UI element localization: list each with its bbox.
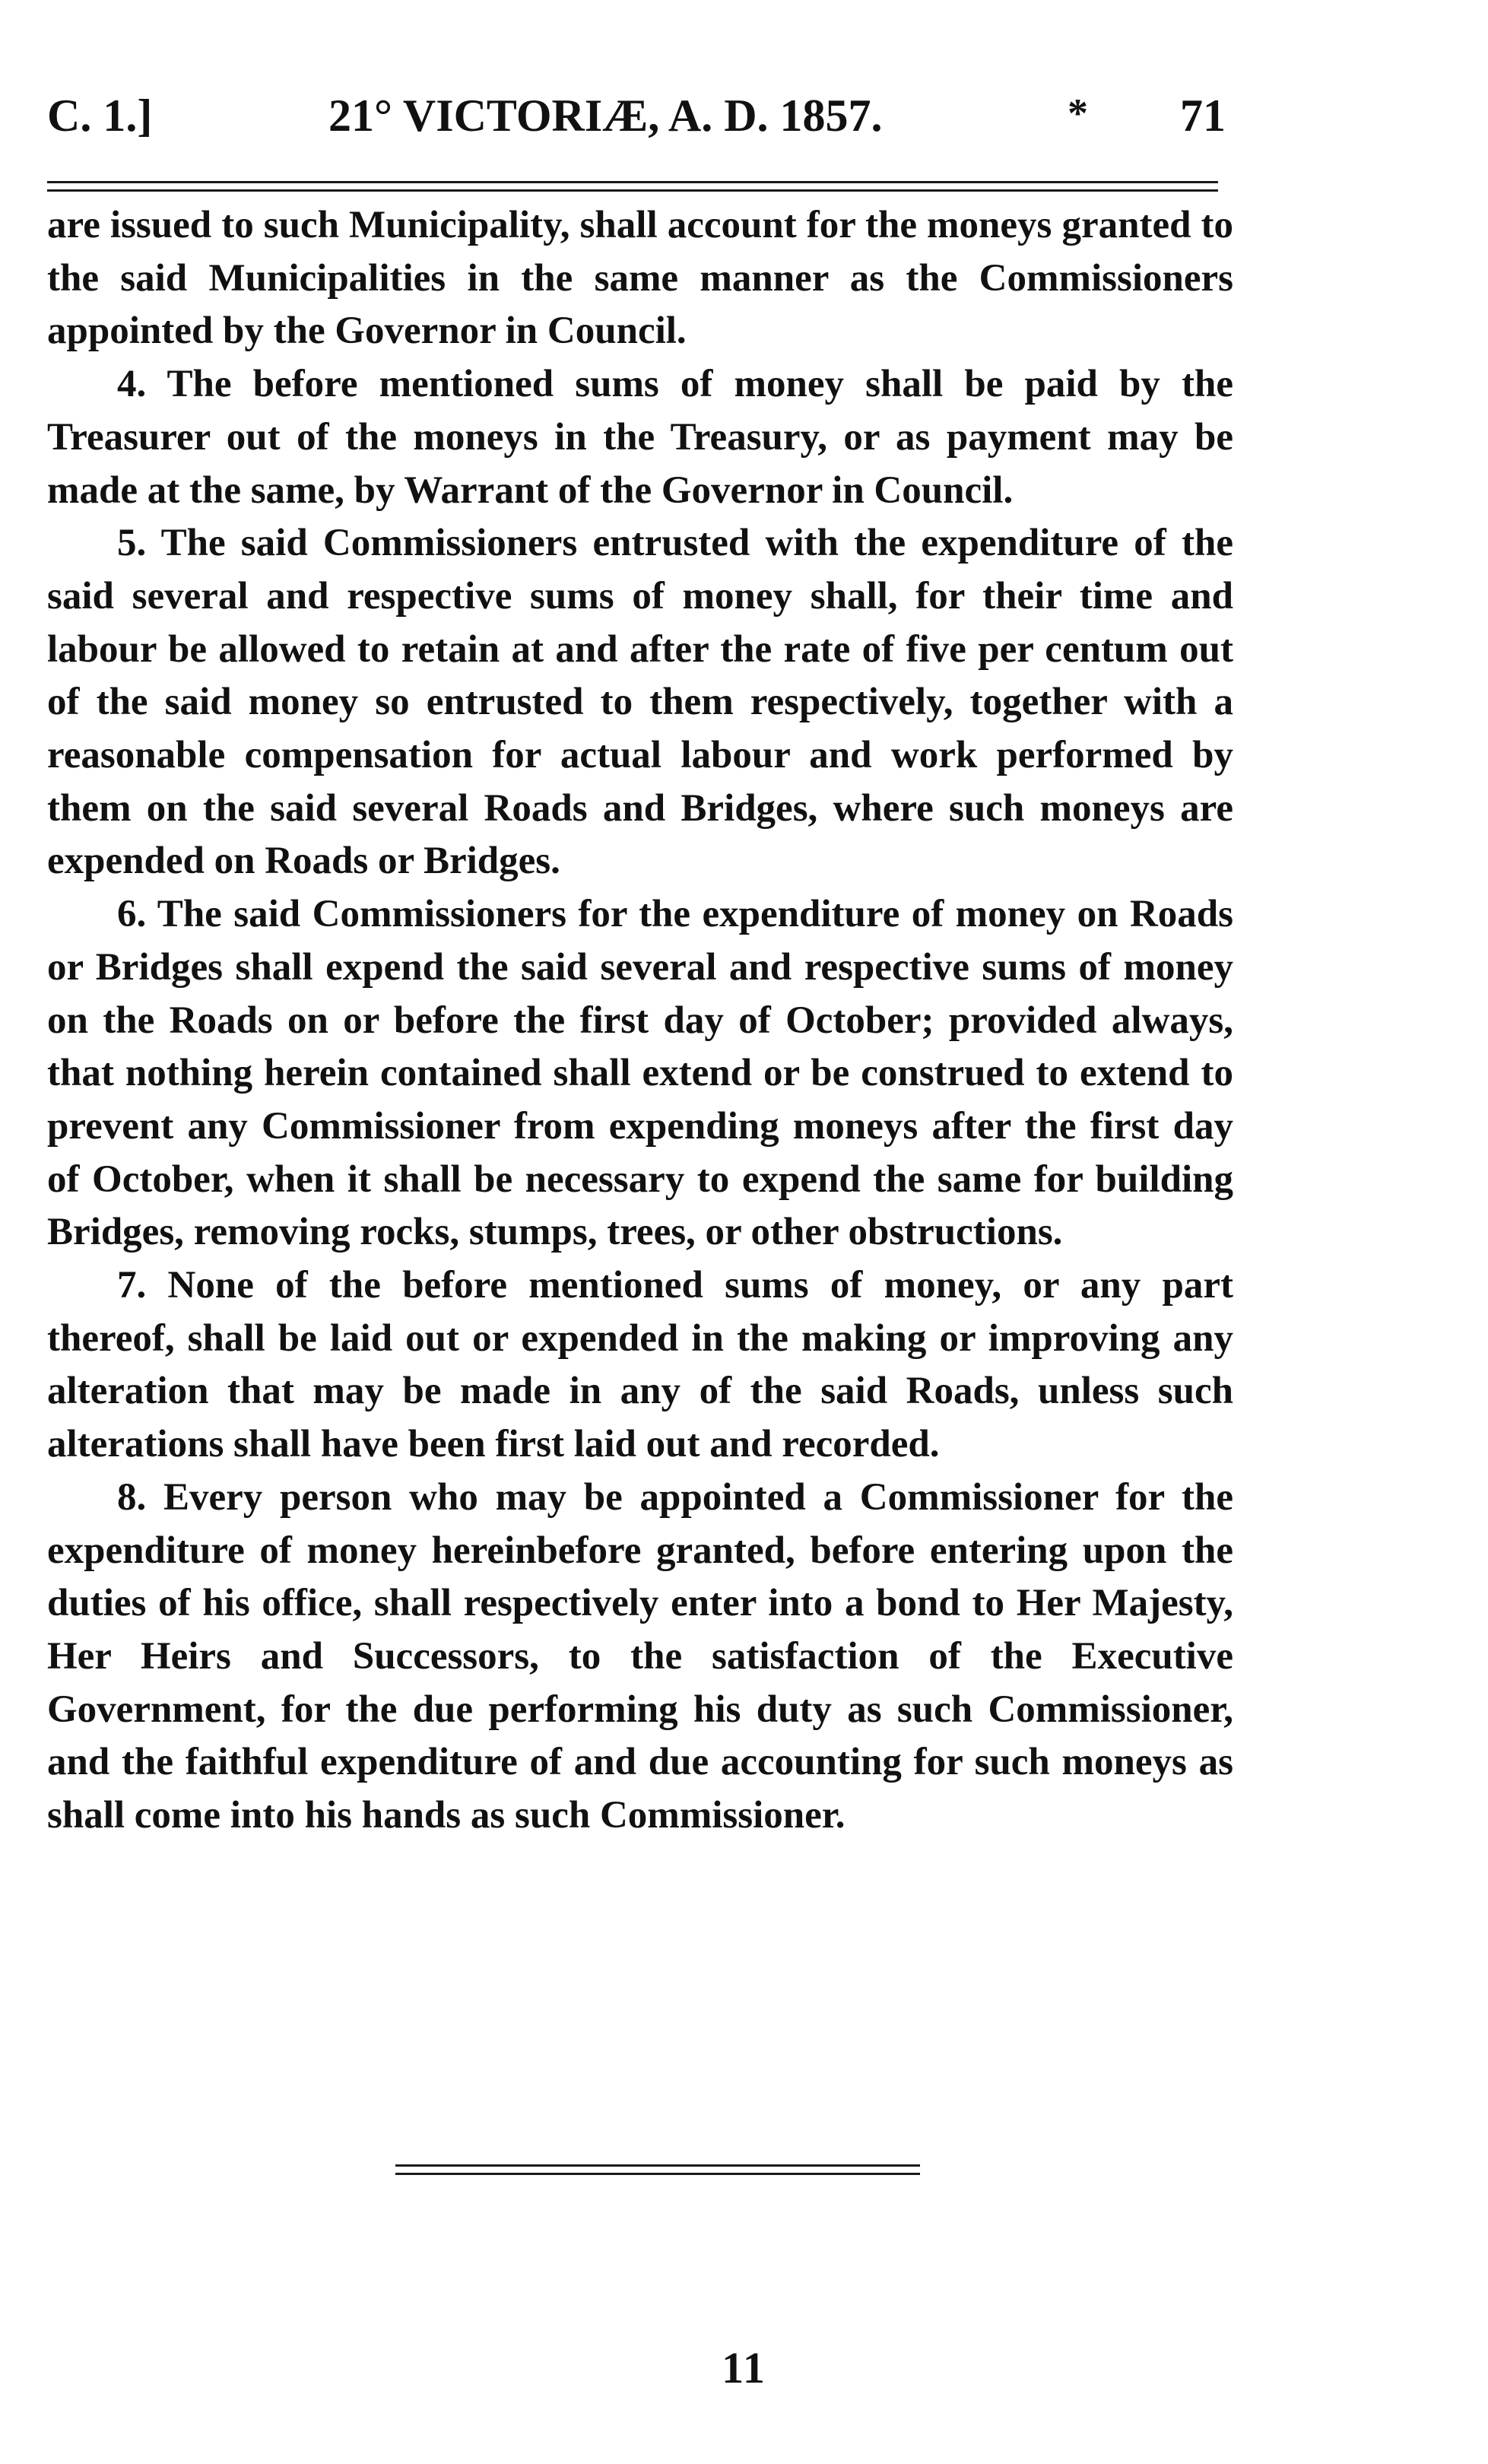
section-text: The said Commissioners entrusted with the expenditure of the said several and respective sums of money shall, for their time and labour be allowed to retain at and after the rate of five per centum out of the said money so entrusted to them respectively, together with a reasonable compensation for actual labour and work performed by them on the said several Roads and Bridges, where such moneys are expended on Roads or Bridges. bbox=[47, 522, 1233, 883]
header-mark: * bbox=[1068, 90, 1088, 136]
header-double-rule bbox=[47, 181, 1218, 192]
document-body bbox=[47, 199, 1233, 1843]
running-title: 21° VICTORIÆ, A. D. 1857. bbox=[328, 90, 883, 141]
section-number: 5. bbox=[117, 522, 147, 565]
signature-mark: 11 bbox=[722, 2343, 766, 2393]
section-text: The said Commissioners for the expenditure of money on Roads or Bridges shall expend the said several and respective sums of money on the Roads on or before the first day of October; provided always, that nothing herein contained shall extend or be construed to extend to prevent any Commissioner from expending moneys after the first day of October, when it shall be necessary to expend the same for building Bridges, removing rocks, stumps, trees, or other obstructions. bbox=[47, 893, 1233, 1254]
section-8 bbox=[47, 1472, 1233, 1843]
section-text: The before mentioned sums of money shall be paid by the Treasurer out of the moneys in the Treasury, or as payment may be made at the same, by Warrant of the Governor in Council. bbox=[47, 363, 1233, 512]
section-text: Every person who may be appointed a Commissioner for the expenditure of money hereinbefore granted, before entering upon the duties of his office, shall respectively enter into a bond to Her Majesty, Her Heirs and Successors, to the satisfaction of the Executive Government, for the due performing his duty as such Commissioner, and the faithful expenditure of and due accounting for such moneys as shall come into his hands as such Commissioner. bbox=[47, 1475, 1233, 1837]
section-4 bbox=[47, 358, 1233, 517]
section-text: None of the before mentioned sums of money, or any part thereof, shall be laid out or expended in the making or improving any alteration that may be made in any of the said Roads, unless such alterations shall have been first laid out and recorded. bbox=[47, 1264, 1234, 1466]
page-number: 71 bbox=[1180, 90, 1226, 141]
section-number: 8. bbox=[117, 1475, 147, 1519]
section-5 bbox=[47, 517, 1233, 888]
paragraph-text: are issued to such Municipality, shall account for the moneys granted to the said Municipalities in the same manner as the Commissioners appointed by the Governor in Council. bbox=[47, 204, 1233, 353]
running-header bbox=[47, 90, 1226, 158]
closing-double-rule bbox=[395, 2164, 920, 2175]
section-number: 7. bbox=[117, 1264, 147, 1307]
section-number: 6. bbox=[117, 893, 147, 936]
section-number: 4. bbox=[117, 363, 147, 406]
paragraph-continuation bbox=[47, 199, 1233, 358]
section-7 bbox=[47, 1259, 1233, 1472]
chapter-reference: C. 1.] bbox=[47, 90, 153, 141]
section-6 bbox=[47, 888, 1233, 1259]
